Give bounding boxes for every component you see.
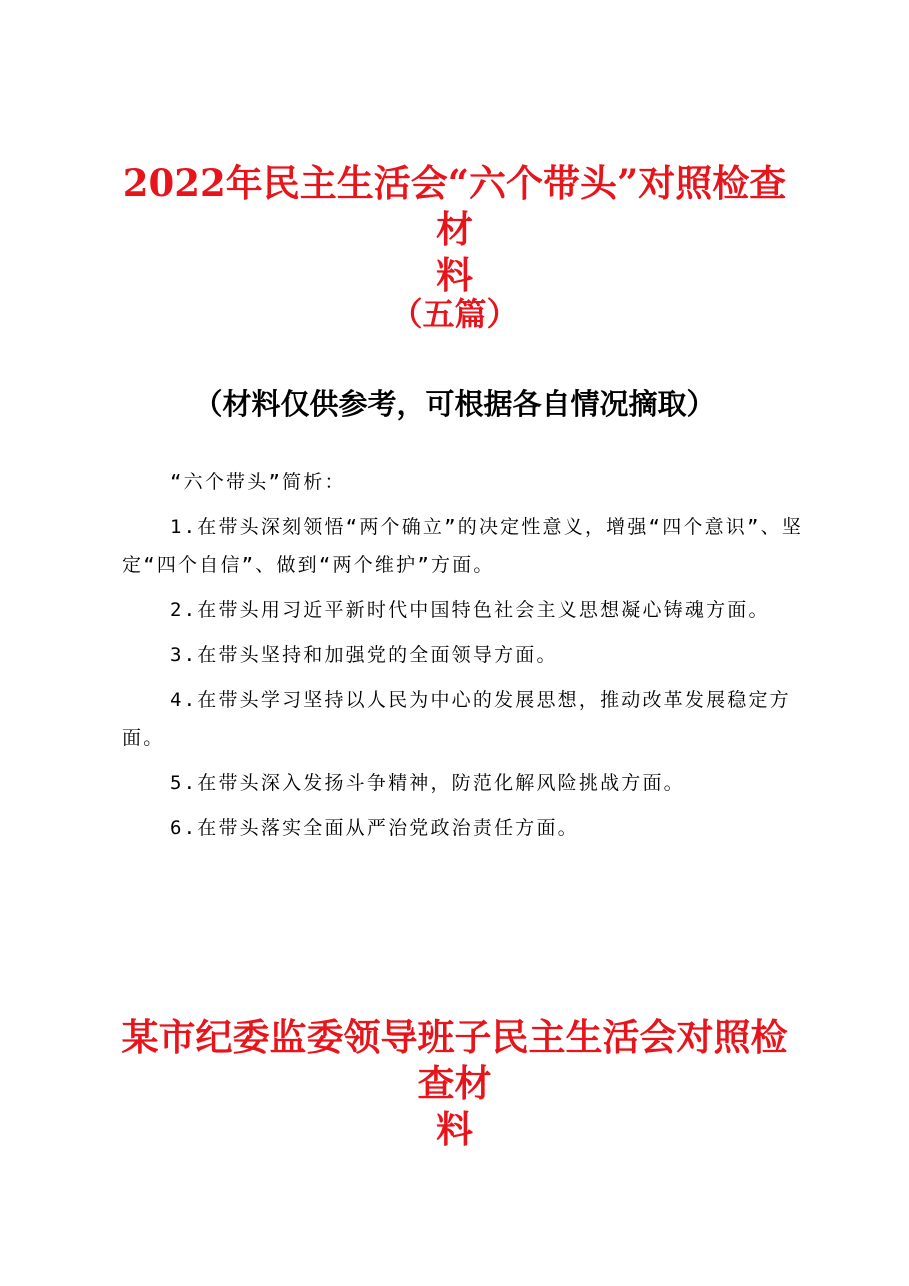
list-item: 5.在带头深入发扬斗争精神，防范化解风险挑战方面。 [170,772,685,794]
list-item: 3.在带头坚持和加强党的全面领导方面。 [170,644,558,666]
list-item: 1.在带头深刻领悟“两个确立”的决定性意义，增强“四个意识”、坚定“四个自信”、做到“两个维护”方面。 [122,516,804,576]
document-body [122,463,804,854]
list-item: 4.在带头学习坚持以人民为中心的发展思想，推动改革发展稳定方面。 [122,689,791,749]
document-title [110,160,799,298]
document-title-line-1: 2022年民主生活会“六个带头”对照检查材 [122,161,787,251]
second-title-line-1: 某市纪委监委领导班子民主生活会对照检查材 [121,1015,788,1105]
second-title-line-2: 料 [436,1107,473,1151]
document-subtitle: （五篇） [390,295,519,333]
second-section-title [110,1014,799,1152]
document-title-line-2: 料 [436,253,473,297]
intro-paragraph: “六个带头”简析： [170,471,346,493]
document-note: （材料仅供参考，可根据各自情况摘取） [193,387,716,421]
list-item: 6.在带头落实全面从严治党政治责任方面。 [170,817,579,839]
list-item: 2.在带头用习近平新时代中国特色社会主义思想凝心铸魂方面。 [170,599,770,621]
